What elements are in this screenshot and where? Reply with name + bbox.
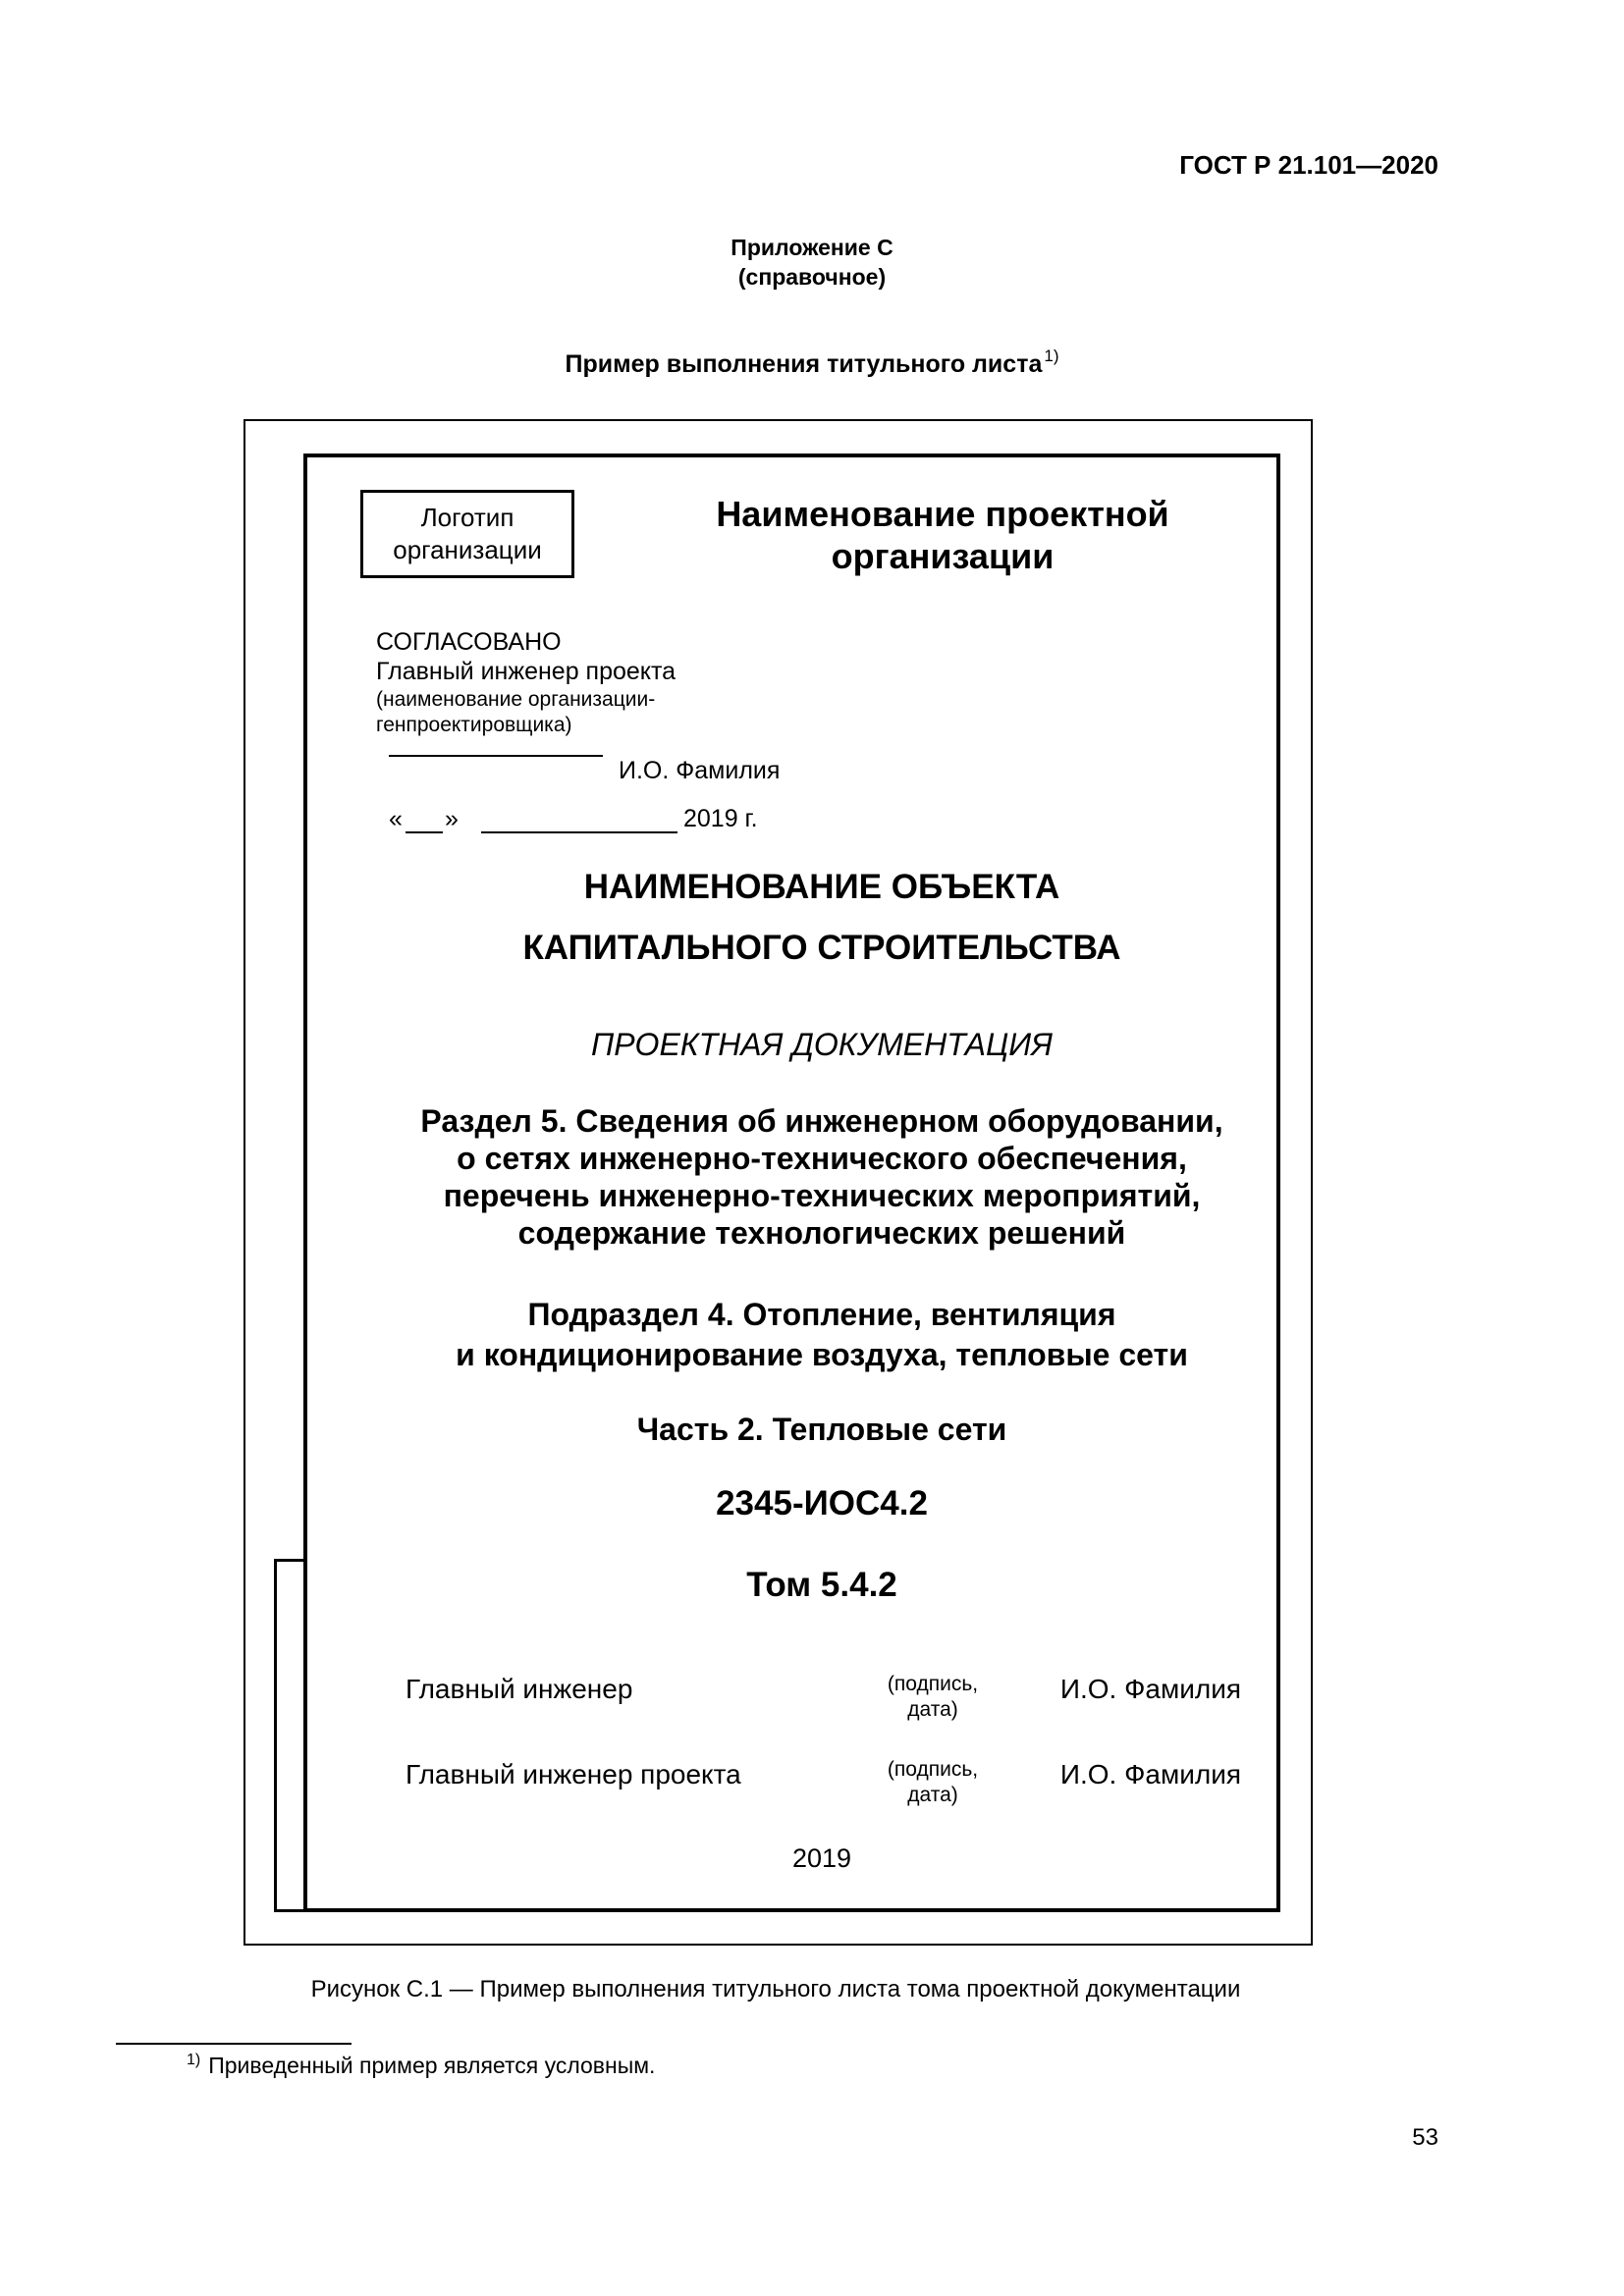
sheet-title [0,347,1624,379]
footnote-text: Приведенный пример является условным. [208,2053,656,2078]
logo-placeholder [360,490,574,578]
logo-line-1: Логотип [420,503,514,532]
subsection-line: и кондиционирование воздуха, тепловые сети [456,1337,1188,1372]
signature-hint-line-1: (подпись, [887,1758,979,1781]
signature-name: И.О. Фамилия [1059,1674,1241,1704]
document-code-number: 2345-ИОС4.2 [716,1484,928,1522]
agreed-org-line-1: (наименование организации- [376,688,656,711]
date-quote-close: » [445,805,459,832]
agreed-label: СОГЛАСОВАНО [376,628,562,656]
footnote [187,2052,655,2079]
object-name-line-1: НАИМЕНОВАНИЕ ОБЪЕКТА [583,868,1060,906]
document-type: ПРОЕКТНАЯ ДОКУМЕНТАЦИЯ [591,1027,1053,1062]
subsection-line: Подраздел 4. Отопление, вентиляция [527,1297,1116,1332]
footnote-ref: 1) [1044,347,1059,365]
date-quote-open: « [389,805,403,832]
binding-strip [274,1559,307,1912]
logo-line-2: организации [393,535,542,564]
section-line: содержание технологических решений [517,1215,1126,1251]
agreed-year: 2019 г. [683,805,758,832]
page-number: 53 [1412,2124,1438,2151]
date-day-line [406,831,443,833]
footnote-rule [116,2043,352,2045]
sheet-title-text: Пример выполнения титульного листа [565,350,1043,378]
signature-hint-line-1: (подпись, [887,1673,979,1695]
document-code: ГОСТ Р 21.101—2020 [1179,150,1438,180]
org-name-line-2: организации [831,536,1055,576]
signature-hint [864,1672,1001,1723]
agreed-signer: И.О. Фамилия [619,757,781,784]
object-name-line-2: КАПИТАЛЬНОГО СТРОИТЕЛЬСТВА [522,929,1121,967]
org-name-line-1: Наименование проектной [716,494,1169,534]
signature-line [389,755,603,757]
signature-role-chief-project-engineer: Главный инженер проекта [406,1759,741,1789]
appendix-title: Приложение С [731,235,893,260]
signature-role-chief-engineer: Главный инженер [406,1674,633,1704]
organization-name [638,493,1247,577]
agreed-org-line-2: генпроектировщика) [376,714,572,736]
volume-number: Том 5.4.2 [746,1566,897,1604]
signature-hint-line-2: дата) [907,1784,958,1806]
signature-name: И.О. Фамилия [1059,1759,1241,1789]
footnote-mark: 1) [187,2052,201,2068]
part-title: Часть 2. Тепловые сети [636,1412,1007,1447]
section-line: Раздел 5. Сведения об инженерном оборудовании, [420,1103,1223,1139]
section-line: перечень инженерно-технических мероприятий, [443,1178,1201,1213]
figure-caption: Рисунок С.1 — Пример выполнения титульного листа тома проектной документации [310,1976,1241,2002]
date-month-line [481,831,677,833]
agreed-role: Главный инженер проекта [376,658,677,685]
title-page-year: 2019 [791,1843,852,1873]
subsection-title [303,1295,1340,1375]
signature-hint-line-2: дата) [907,1698,958,1721]
signature-hint [864,1757,1001,1808]
appendix-type: (справочное) [737,264,887,290]
section-line: о сетях инженерно-технического обеспечения, [457,1141,1187,1176]
section-title [303,1102,1340,1252]
